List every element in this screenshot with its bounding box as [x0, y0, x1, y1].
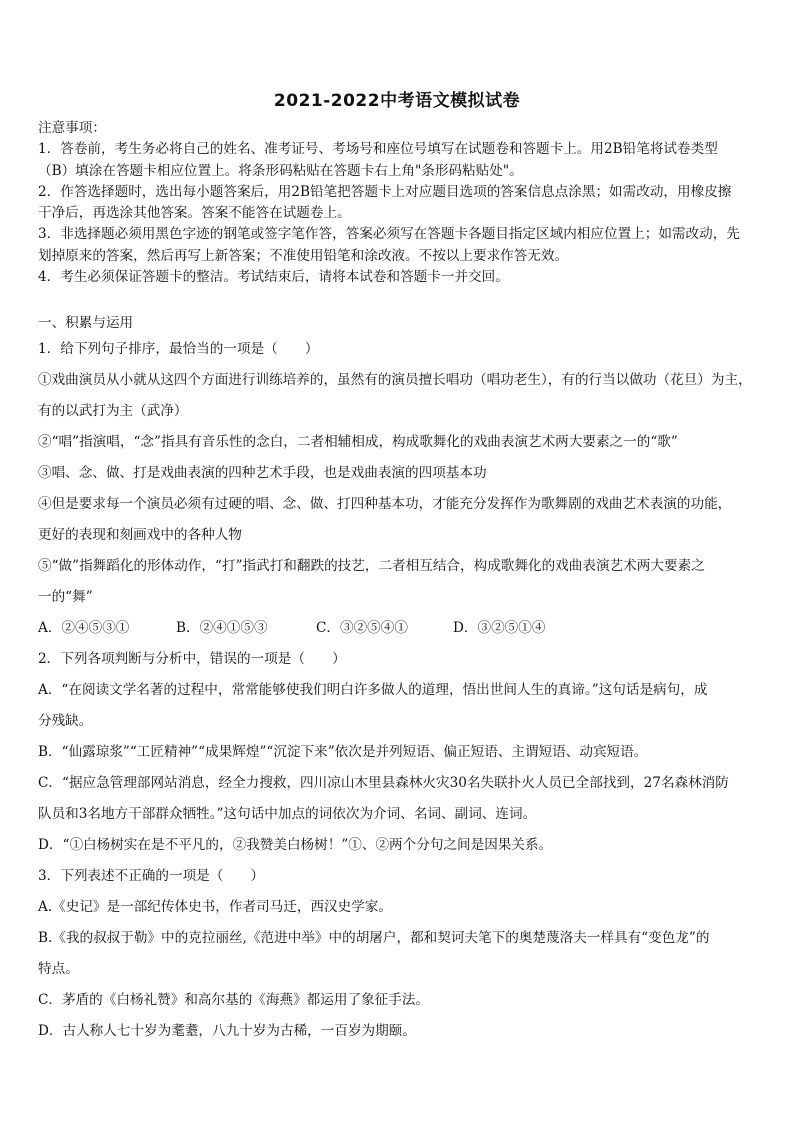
question-line: ③唱、念、做、打是戏曲表演的四种艺术手段，也是戏曲表演的四项基本功	[38, 465, 487, 482]
question-line: ④但是要求每一个演员必须有过硬的唱、念、做、打四种基本功，才能充分发挥作为歌舞剧的戏曲艺术表演的功能，	[38, 496, 732, 513]
option-a: A．②④⑤③①	[38, 620, 130, 637]
question-line: ⑤“做”指舞蹈化的形体动作，“打”指武打和翻跌的技艺，二者相互结合，构成歌舞化的戏曲表演艺术两大要素之	[38, 558, 705, 575]
notes-block	[38, 118, 760, 288]
note-line: 1．答卷前，考生务必将自己的姓名、准考证号、考场号和座位号填写在试题卷和答题卡上。用2B铅笔将试卷类型	[38, 141, 718, 158]
question-line: 更好的表现和刻画戏中的各种人物	[38, 527, 242, 544]
question-line: C．茅盾的《白杨礼赞》和高尔基的《海燕》都运用了象征手法。	[38, 992, 430, 1009]
option-d: D．③②⑤①④	[453, 620, 546, 637]
question-line: 队员和3名地方干部群众牺牲。”这句话中加点的词依次为介词、名词、副词、连词。	[38, 806, 537, 823]
notes-heading: 注意事项：	[38, 120, 106, 136]
note-line: 4．考生必须保证答题卡的整洁。考试结束后，请将本试卷和答题卡一并交回。	[38, 269, 509, 286]
question-line: C．“据应急管理部网站消息，经全力搜救，四川凉山木里县森林火灾30名失联扑火人员已全部找到，27名森林消防	[38, 775, 729, 792]
question-line: 一的“舞”	[38, 589, 93, 606]
question-1	[38, 334, 760, 644]
question-line: A．“在阅读文学名著的过程中，常常能够使我们明白许多做人的道理，悟出世间人生的真谛。”这句话是病句，成	[38, 682, 708, 699]
note-line: 2．作答选择题时，选出每小题答案后，用2B铅笔把答题卡上对应题目选项的答案信息点涂黑；如需改动，用橡皮擦	[38, 183, 732, 200]
question-line: 分残缺。	[38, 713, 93, 730]
note-line: 干净后，再选涂其他答案。答案不能答在试题卷上。	[38, 205, 351, 222]
note-line: 划掉原来的答案，然后再写上新答案；不准使用铅笔和涂改液。不按以上要求作答无效。	[38, 247, 569, 264]
question-stem: 3．下列表述不正确的一项是（ ）	[38, 868, 265, 885]
option-c: C．③②⑤④①	[316, 620, 408, 637]
section-heading: 一、积累与运用	[38, 315, 134, 332]
question-line: 有的以武打为主（武净）	[38, 403, 188, 420]
question-stem: 1．给下列句子排序，最恰当的一项是（ ）	[38, 341, 319, 358]
question-line: A.《史记》是一部纪传体史书，作者司马迁，西汉史学家。	[38, 899, 392, 916]
question-line: D．古人称人七十岁为耄耋，八九十岁为古稀，一百岁为期颐。	[38, 1023, 416, 1040]
note-line: （B）填涂在答题卡相应位置上。将条形码粘贴在答题卡右上角"条形码粘贴处"。	[38, 162, 523, 179]
question-line: ②“唱”指演唱，“念”指具有音乐性的念白，二者相辅相成，构成歌舞化的戏曲表演艺术两大要素之一的“歌”	[38, 434, 678, 451]
question-3	[38, 861, 760, 1047]
note-line: 3．非选择题必须用黑色字迹的钢笔或签字笔作答，答案必须写在答题卡各题目指定区域内相应位置上；如需改动，先	[38, 226, 740, 243]
question-line: D．“①白杨树实在是不平凡的，②我赞美白杨树！”①、②两个分句之间是因果关系。	[38, 837, 553, 854]
question-2	[38, 644, 760, 861]
exam-title: 2021-2022中考语文模拟试卷	[273, 91, 521, 111]
answer-options	[38, 613, 760, 644]
question-stem: 2．下列各项判断与分析中，错误的一项是（ ）	[38, 651, 346, 668]
option-b: B．②④①⑤③	[176, 620, 268, 637]
question-line: ①戏曲演员从小就从这四个方面进行训练培养的，虽然有的演员擅长唱功（唱功老生），有的行当以做功（花旦）为主，	[38, 372, 752, 389]
exam-body	[38, 118, 760, 1047]
question-line: 特点。	[38, 961, 79, 978]
question-line: B．“仙露琼浆”“工匠精神”“成果辉煌”“沉淀下来”依次是并列短语、偏正短语、主谓短语、动宾短语。	[38, 744, 648, 761]
question-line: B.《我的叔叔于勒》中的克拉丽丝,《范进中举》中的胡屠户，都和契诃夫笔下的奥楚蔑洛夫一样具有“变色龙”的	[38, 930, 710, 947]
